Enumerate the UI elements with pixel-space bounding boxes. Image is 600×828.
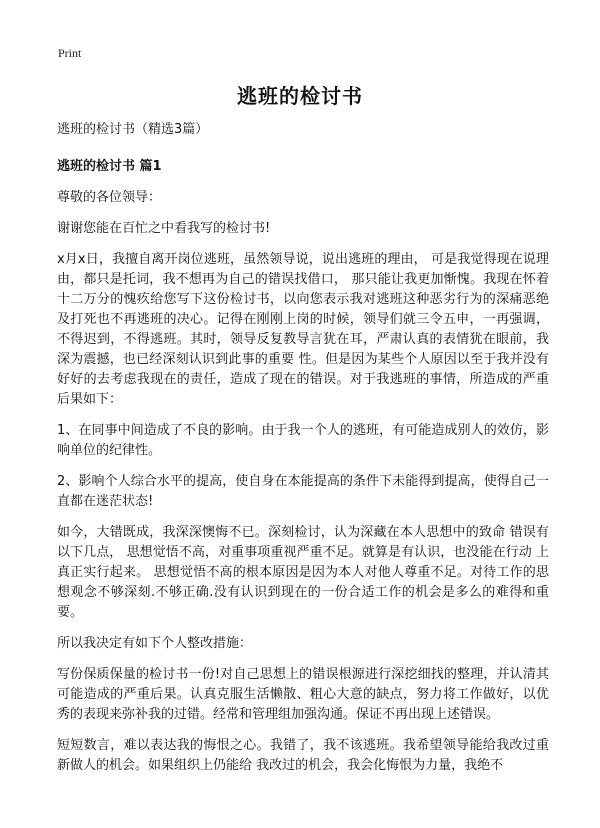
document-body (57, 120, 549, 787)
body-paragraph: x月x日，我擅自离开岗位逃班，虽然领导说，说出逃班的理由， 可是我觉得现在说理由，都只是托词，我不想再为自己的错误找借口， 那只能让我更加惭愧。我现在怀着十二万分的愧疚给您写下这份检讨书，以向您表示我对逃班这种恶劣行为的深痛恶绝及打死也不再逃班的决心。记得在刚刚上岗的时候，领导们就三令五申，一再强调，不得迟到，不得逃班。其时，领导反复教导言犹在耳，严肃认真的表情犹在眼前，我深为震撼，也已经深刻认识到此事的重要 性。但是因为某些个人原因以至于我并没有好好的去考虑我现在的责任，造成了现在的错误。对于我逃班的事情，所造成的严重后果如下： (57, 252, 549, 407)
body-paragraph: 谢谢您能在百忙之中看我写的检讨书! (57, 221, 271, 236)
body-paragraph: 1、在同事中间造成了不良的影响。由于我一个人的逃班，有可能造成别人的效仿，影响单位的纪律性。 (57, 423, 549, 458)
section-heading: 逃班的检讨书 篇1 (57, 159, 162, 174)
body-paragraph: 2、影响个人综合水平的提高，使自身在本能提高的条件下未能得到提高，使得自己一直都在迷茫状态! (57, 474, 549, 509)
body-paragraph: 如今，大错既成，我深深懊悔不已。深刻检讨，认为深藏在本人思想中的致命 错误有以下几点， 思想觉悟不高，对重事项重视严重不足。就算是有认识，也没能在行动 上真正实行起来。 思想觉悟不高的根本原因是因为本人对他人尊重不足。对待工作的思想观念不够深刻.不够正确.没有认识到现在的一份合适工作的机会是多么的难得和重要。 (57, 525, 549, 620)
print-link[interactable]: Print (58, 46, 82, 60)
salutation: 尊敬的各位领导： (57, 190, 162, 205)
body-paragraph: 写份保质保量的检讨书一份!对自己思想上的错误根源进行深挖细找的整理，并认清其可能造成的严重后果。认真克服生活懒散、粗心大意的缺点，努力将工作做好，以优秀的表现来弥补我的过错。经常和管理组加强沟通。保证不再出现上述错误。 (57, 667, 549, 722)
body-paragraph: 所以我决定有如下个人整改措施： (57, 636, 253, 651)
body-paragraph: 短短数言，难以表达我的悔恨之心。我错了，我不该逃班。我希望领导能给我改过重新做人的机会。如果组织上仍能给 我改过的机会，我会化悔恨为力量，我绝不 (57, 738, 549, 773)
document-title: 逃班的检讨书 (237, 84, 363, 108)
document-subtitle: 逃班的检讨书（精选3篇） (57, 122, 209, 137)
